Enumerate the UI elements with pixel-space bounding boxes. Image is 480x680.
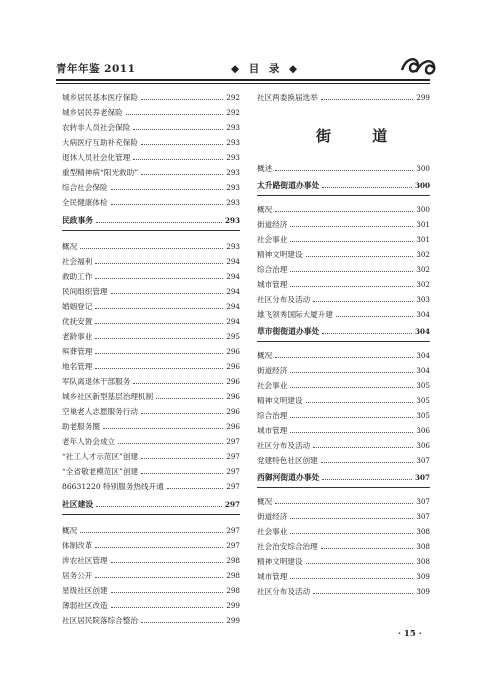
dot-leader (290, 286, 413, 287)
toc-entry[interactable] (62, 467, 240, 476)
dot-leader (111, 189, 224, 190)
toc-entry-label: 星级社区创建 (62, 586, 108, 595)
toc-entry[interactable] (257, 512, 430, 521)
toc-entry[interactable] (62, 332, 240, 341)
toc-entry-label: 街道经济 (257, 366, 288, 375)
toc-entry-label: 全民健康体检 (62, 198, 108, 207)
toc-entry[interactable] (257, 295, 430, 304)
dot-leader (96, 222, 222, 223)
toc-entry-label: 概况 (62, 526, 78, 535)
toc-entry-page: 305 (416, 411, 430, 420)
header-rule-thin (56, 83, 430, 84)
dot-leader (95, 338, 223, 339)
toc-entry[interactable] (257, 441, 430, 450)
toc-entry[interactable] (257, 164, 430, 173)
toc-entry[interactable] (257, 93, 430, 102)
section-rule (257, 487, 430, 488)
toc-entry[interactable] (62, 541, 240, 550)
toc-entry-page: 307 (414, 473, 430, 482)
dot-leader (141, 174, 223, 175)
toc-entry-page: 308 (416, 527, 430, 536)
toc-entry-page: 297 (226, 467, 240, 476)
dot-leader (141, 413, 223, 414)
toc-entry[interactable] (62, 242, 240, 251)
toc-entry-label: 助老服务圈 (62, 422, 100, 431)
toc-entry-page: 296 (226, 392, 240, 401)
toc-entry-label: 城市管理 (257, 280, 288, 289)
toc-entry-page: 298 (226, 571, 240, 580)
toc-entry-label: 重型精神病“阳光救助” (62, 168, 139, 177)
toc-entry-label: 社会治安综合治理 (257, 542, 318, 551)
dot-leader (313, 593, 413, 594)
toc-entry-page: 309 (416, 572, 430, 581)
toc-entry-page: 293 (226, 183, 240, 192)
toc-entry-label: 空巢老人志愿服务行动 (62, 407, 138, 416)
toc-entry[interactable] (257, 587, 430, 596)
dot-leader (156, 398, 223, 399)
dot-leader (290, 578, 413, 579)
dot-leader (313, 447, 413, 448)
dot-leader (111, 592, 224, 593)
toc-entry[interactable] (62, 616, 240, 625)
toc-entry-label: 草市街街道办事处 (257, 327, 320, 336)
toc-entry-label: 综合社会保险 (62, 183, 108, 192)
toc-entry-page: 301 (416, 235, 430, 244)
toc-entry[interactable] (62, 287, 240, 296)
toc-entry-page: 296 (226, 422, 240, 431)
dot-leader (95, 278, 223, 279)
yearbook-title: 青年年鉴 2011 (56, 63, 136, 75)
toc-entry[interactable] (62, 183, 240, 192)
toc-entry-label: 大病医疗互助补充保险 (62, 138, 138, 147)
toc-entry-label: 社会事业 (257, 527, 288, 536)
toc-entry-label: 社区居民院落综合整治 (62, 616, 138, 625)
toc-entry[interactable] (62, 571, 240, 580)
toc-entry[interactable] (257, 265, 430, 274)
dot-leader (306, 256, 414, 257)
toc-entry-page: 304 (416, 351, 430, 360)
toc-entry-page: 294 (226, 272, 240, 281)
toc-entry[interactable] (62, 108, 240, 117)
toc-entry-label: 体制改革 (62, 541, 93, 550)
toc-entry-page: 297 (224, 500, 240, 509)
toc-entry-label: 街道经济 (257, 220, 288, 229)
toc-entry[interactable] (62, 272, 240, 281)
toc-entry-label: 精神文明建设 (257, 250, 303, 259)
toc-entry-page: 302 (416, 265, 430, 274)
toc-entry-label: 概况 (257, 205, 273, 214)
dot-leader (111, 293, 224, 294)
section-rule (62, 230, 240, 231)
toc-entry-label: 老龄事业 (62, 332, 93, 341)
dot-leader (275, 357, 413, 358)
dot-leader (111, 607, 224, 608)
toc-entry-page: 307 (416, 512, 430, 521)
toc-entry-label: 城市管理 (257, 426, 288, 435)
toc-entry-label: 殡葬管理 (62, 347, 93, 356)
toc-entry[interactable] (257, 542, 430, 551)
dot-leader (96, 506, 222, 507)
toc-entry-label: 综合治理 (257, 265, 288, 274)
dot-leader (167, 488, 223, 489)
toc-entry-page: 296 (226, 347, 240, 356)
toc-entry-label: 城乡居民基本医疗保险 (62, 93, 138, 102)
toc-entry[interactable] (257, 572, 430, 581)
toc-entry-page: 297 (226, 541, 240, 550)
toc-entry-page: 295 (226, 332, 240, 341)
section-title: ◆ 目 录 ◆ (231, 63, 301, 75)
toc-entry-page: 297 (226, 482, 240, 491)
toc-entry-page: 293 (226, 138, 240, 147)
dot-leader (290, 226, 413, 227)
toc-entry[interactable] (257, 205, 430, 214)
toc-entry[interactable] (62, 526, 240, 535)
dot-leader (111, 562, 224, 563)
toc-entry[interactable] (257, 235, 430, 244)
toc-entry-label: 概况 (257, 497, 273, 506)
toc-entry-label: 社区建设 (62, 500, 94, 509)
dot-leader (275, 170, 413, 171)
toc-entry-page: 298 (226, 556, 240, 565)
toc-entry-label: 民间组织管理 (62, 287, 108, 296)
page-header (56, 58, 430, 78)
toc-entry[interactable] (62, 392, 240, 401)
dot-leader (95, 308, 223, 309)
toc-entry-page: 299 (416, 93, 430, 102)
toc-entry-page: 301 (416, 220, 430, 229)
dot-leader (290, 241, 413, 242)
dot-leader (290, 387, 413, 388)
toc-entry-page: 308 (416, 557, 430, 566)
dot-leader (95, 263, 223, 264)
toc-entry[interactable] (62, 153, 240, 162)
toc-entry[interactable] (62, 257, 240, 266)
toc-entry-page: 293 (226, 123, 240, 132)
dot-leader (133, 159, 223, 160)
toc-entry-page: 308 (416, 542, 430, 551)
toc-section-heading[interactable] (62, 500, 240, 509)
toc-entry-label: 雄飞领秀国际大厦升建 (257, 310, 333, 319)
toc-entry[interactable] (62, 198, 240, 207)
toc-entry-label: 地名管理 (62, 362, 93, 371)
toc-entry-page: 304 (416, 310, 430, 319)
toc-entry[interactable] (257, 351, 430, 360)
toc-entry-page: 307 (416, 456, 430, 465)
toc-entry-label: 社区分布及活动 (257, 295, 311, 304)
toc-entry[interactable] (257, 250, 430, 259)
toc-entry-label: 精神文明建设 (257, 557, 303, 566)
dot-leader (141, 473, 223, 474)
toc-entry-label: 退休人员社会化管理 (62, 153, 131, 162)
toc-entry[interactable] (62, 377, 240, 386)
dot-leader (290, 271, 413, 272)
toc-entry[interactable] (257, 527, 430, 536)
dot-leader (95, 323, 223, 324)
dot-leader (133, 129, 223, 130)
toc-entry-page: 294 (226, 257, 240, 266)
toc-entry-label: 老年人协会成立 (62, 437, 116, 446)
dot-leader (133, 383, 223, 384)
toc-entry-label: 综合治理 (257, 411, 288, 420)
toc-entry[interactable] (62, 123, 240, 132)
toc-entry-label: 涉农社区管理 (62, 556, 108, 565)
toc-entry-page: 293 (226, 198, 240, 207)
toc-entry-page: 299 (226, 616, 240, 625)
toc-entry-page: 296 (226, 377, 240, 386)
toc-entry-page: 296 (226, 407, 240, 416)
toc-entry-page: 307 (416, 497, 430, 506)
dot-leader (313, 301, 413, 302)
toc-entry[interactable] (257, 456, 430, 465)
toc-entry-label: 概述 (257, 164, 273, 173)
toc-entry-label: “全省敬老模范区”创建 (62, 467, 139, 476)
toc-entry-label: 街道经济 (257, 512, 288, 521)
toc-entry[interactable] (62, 556, 240, 565)
toc-entry-page: 305 (416, 396, 430, 405)
dot-leader (118, 443, 223, 444)
toc-section-heading[interactable] (257, 181, 430, 190)
toc-entry[interactable] (257, 220, 430, 229)
dot-leader (336, 316, 413, 317)
toc-entry-page: 297 (226, 452, 240, 461)
toc-entry[interactable] (62, 601, 240, 610)
toc-entry[interactable] (257, 310, 430, 319)
dot-leader (111, 204, 224, 205)
toc-entry-page: 300 (416, 205, 430, 214)
toc-entry[interactable] (257, 411, 430, 420)
dot-leader (306, 402, 414, 403)
toc-entry[interactable] (257, 381, 430, 390)
dot-leader (95, 353, 223, 354)
toc-entry-page: 296 (226, 362, 240, 371)
dot-leader (290, 417, 413, 418)
toc-entry-label: 社区分布及活动 (257, 587, 311, 596)
toc-entry-label: 西御河街道办事处 (257, 473, 320, 482)
toc-entry-label: 居务公开 (62, 571, 93, 580)
toc-entry[interactable] (62, 138, 240, 147)
dot-leader (126, 114, 224, 115)
toc-entry[interactable] (62, 586, 240, 595)
toc-entry-label: 优抚安置 (62, 317, 93, 326)
dot-leader (103, 428, 223, 429)
toc-entry-page: 293 (224, 216, 240, 225)
toc-entry[interactable] (62, 168, 240, 177)
toc-entry-label: “社工人才示范区”创建 (62, 452, 139, 461)
toc-entry[interactable] (62, 482, 240, 491)
dot-leader (290, 372, 413, 373)
toc-entry-label: 社区两委换届选举 (257, 93, 318, 102)
toc-entry-label: 社会事业 (257, 235, 288, 244)
swirl-logo-icon (398, 52, 438, 78)
toc-entry-page: 292 (226, 93, 240, 102)
toc-entry-page: 302 (416, 280, 430, 289)
toc-entry-page: 297 (226, 437, 240, 446)
toc-entry[interactable] (257, 280, 430, 289)
toc-entry-page: 304 (414, 327, 430, 336)
toc-entry[interactable] (257, 426, 430, 435)
toc-entry-page: 300 (416, 164, 430, 173)
dot-leader (141, 622, 223, 623)
toc-entry-page: 302 (416, 250, 430, 259)
section-rule (257, 341, 430, 342)
dot-leader (321, 462, 414, 463)
toc-entry-page: 306 (416, 441, 430, 450)
toc-entry-page: 294 (226, 302, 240, 311)
section-rule (62, 514, 240, 515)
header-rule-thick (56, 79, 430, 81)
toc-entry-page: 293 (226, 242, 240, 251)
toc-entry-label: 概况 (62, 242, 78, 251)
toc-entry-label: 86631220 特别服务热线开通 (62, 482, 164, 491)
dot-leader (306, 563, 414, 564)
dot-leader (322, 333, 412, 334)
toc-entry-page: 309 (416, 587, 430, 596)
toc-entry-label: 概况 (257, 351, 273, 360)
dot-leader (80, 532, 223, 533)
dot-leader (322, 187, 412, 188)
dot-leader (95, 368, 223, 369)
toc-entry-page: 294 (226, 317, 240, 326)
dot-leader (322, 479, 412, 480)
toc-entry[interactable] (62, 93, 240, 102)
toc-section-heading[interactable] (257, 473, 430, 482)
toc-entry[interactable] (62, 362, 240, 371)
dot-leader (141, 144, 223, 145)
toc-entry-page: 297 (226, 526, 240, 535)
toc-entry-label: 社区分布及活动 (257, 441, 311, 450)
dot-leader (321, 99, 414, 100)
toc-entry[interactable] (62, 422, 240, 431)
toc-entry[interactable] (257, 497, 430, 506)
toc-entry-label: 民政事务 (62, 216, 94, 225)
dot-leader (141, 99, 223, 100)
dot-leader (141, 458, 223, 459)
toc-entry-label: 党建特色社区创建 (257, 456, 318, 465)
toc-entry-label: 社会事业 (257, 381, 288, 390)
dot-leader (275, 503, 413, 504)
toc-entry-page: 305 (416, 381, 430, 390)
toc-entry-label: 城市管理 (257, 572, 288, 581)
toc-entry-label: 城乡社区新型基层治理机制 (62, 392, 154, 401)
toc-entry-page: 299 (226, 601, 240, 610)
toc-entry-label: 救助工作 (62, 272, 93, 281)
dot-leader (95, 577, 223, 578)
toc-entry-page: 303 (416, 295, 430, 304)
toc-entry-label: 精神文明建设 (257, 396, 303, 405)
toc-entry-label: 农转非人员社会保险 (62, 123, 131, 132)
page-number: · 15 · (398, 629, 422, 639)
toc-entry[interactable] (62, 407, 240, 416)
toc-entry[interactable] (257, 396, 430, 405)
toc-entry[interactable] (62, 302, 240, 311)
toc-entry-page: 304 (416, 366, 430, 375)
dot-leader (95, 547, 223, 548)
toc-entry-label: 薄弱社区改造 (62, 601, 108, 610)
toc-entry[interactable] (62, 452, 240, 461)
dot-leader (321, 548, 414, 549)
toc-entry-label: 太升路街道办事处 (257, 181, 320, 190)
toc-entry-page: 292 (226, 108, 240, 117)
toc-entry[interactable] (62, 347, 240, 356)
toc-entry-page: 293 (226, 168, 240, 177)
toc-entry-page: 298 (226, 586, 240, 595)
toc-entry-page: 293 (226, 153, 240, 162)
toc-entry[interactable] (257, 366, 430, 375)
dot-leader (290, 432, 413, 433)
toc-section-heading[interactable] (62, 216, 240, 225)
toc-entry-label: 城乡居民养老保险 (62, 108, 123, 117)
chapter-heading: 街 道 (316, 127, 406, 145)
toc-section-heading[interactable] (257, 327, 430, 336)
toc-entry[interactable] (62, 437, 240, 446)
toc-entry-label: 军队离退休干部服务 (62, 377, 131, 386)
section-rule (257, 195, 430, 196)
toc-entry-label: 婚姻登记 (62, 302, 93, 311)
toc-entry-page: 306 (416, 426, 430, 435)
toc-entry[interactable] (257, 557, 430, 566)
dot-leader (290, 533, 413, 534)
toc-entry-page: 300 (414, 181, 430, 190)
dot-leader (290, 518, 413, 519)
dot-leader (80, 248, 223, 249)
toc-entry[interactable] (62, 317, 240, 326)
toc-entry-page: 294 (226, 287, 240, 296)
toc-entry-label: 社会福利 (62, 257, 93, 266)
dot-leader (275, 211, 413, 212)
